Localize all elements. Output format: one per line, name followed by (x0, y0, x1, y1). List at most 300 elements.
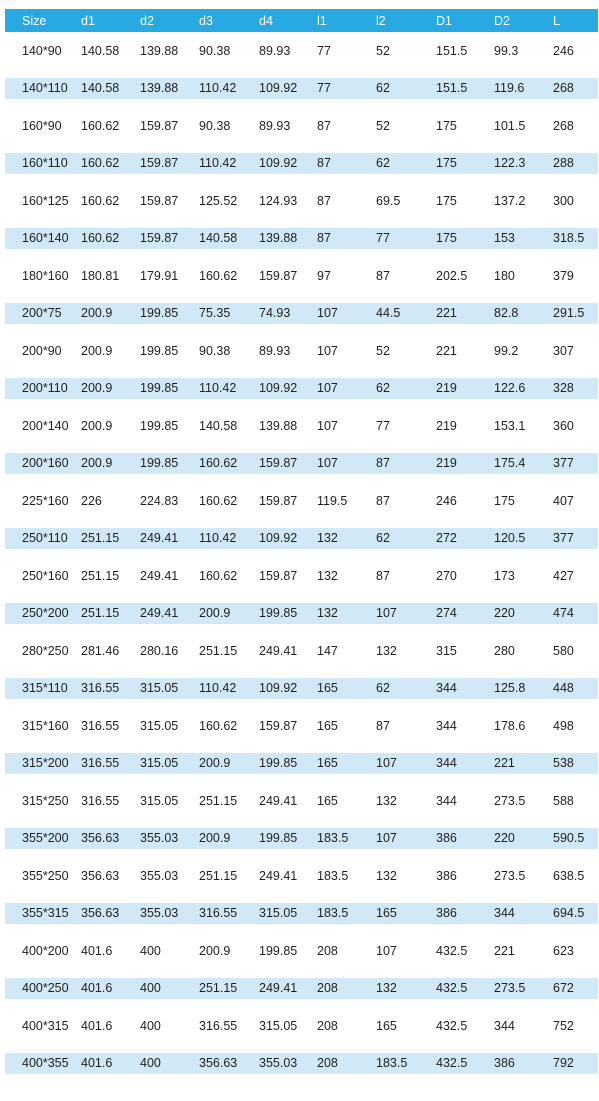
header-row (5, 9, 598, 32)
table-cell: 221 (436, 306, 457, 321)
table-cell: 140.58 (81, 81, 120, 96)
table-cell: 273.5 (494, 793, 526, 808)
table-cell: 160.62 (199, 493, 238, 508)
table-cell: 400*315 (22, 1018, 69, 1033)
table-cell: 159.87 (140, 231, 179, 246)
table-cell: 110.42 (199, 531, 237, 546)
table-cell: 199.85 (259, 943, 298, 958)
table-cell: 140.58 (199, 418, 238, 433)
table-cell: 183.5 (376, 1056, 408, 1071)
table-cell: 344 (436, 793, 457, 808)
table-cell: 280 (494, 643, 515, 658)
table-cell: 110.42 (199, 81, 237, 96)
table-cell: 432.5 (436, 1018, 468, 1033)
table-cell: 315*250 (22, 793, 69, 808)
table-cell: 792 (553, 1056, 574, 1071)
table-cell: 132 (317, 568, 338, 583)
table-cell: 159.87 (140, 118, 179, 133)
table-cell: 178.6 (494, 718, 526, 733)
table-cell: 315 (436, 643, 457, 658)
table-cell: 694.5 (553, 906, 585, 921)
table-cell: 183.5 (317, 868, 349, 883)
table-row (5, 932, 598, 970)
table-cell: 221 (436, 343, 457, 358)
table-cell: 200.9 (199, 756, 231, 771)
table-cell: 588 (553, 793, 574, 808)
table-cell: 125.8 (494, 681, 526, 696)
table-row (5, 820, 598, 858)
table-cell: 183.5 (317, 906, 349, 921)
table-cell: 77 (376, 418, 390, 433)
table-cell: 132 (317, 606, 338, 621)
table-cell: 224.83 (140, 493, 179, 508)
table-cell: 120.5 (494, 531, 526, 546)
table-cell: 220 (494, 606, 515, 621)
table-cell: 52 (376, 118, 390, 133)
table-cell: 249.41 (259, 793, 298, 808)
table-cell: 328 (553, 381, 574, 396)
table-cell: 180.81 (81, 268, 120, 283)
table-cell: 401.6 (81, 943, 113, 958)
table-cell: 99.3 (494, 43, 519, 58)
table-row (5, 707, 598, 745)
table-cell: 221 (494, 943, 515, 958)
table-cell: 270 (436, 568, 457, 583)
table-cell: 291.5 (553, 306, 585, 321)
table-cell: 132 (376, 643, 397, 658)
table-cell: 200*140 (22, 418, 69, 433)
table-cell: 288 (553, 156, 574, 171)
table-cell: 175 (436, 156, 457, 171)
table-cell: 300 (553, 193, 574, 208)
table-cell: 199.85 (259, 756, 298, 771)
table-cell: 90.38 (199, 343, 231, 358)
column-header-d1: d1 (81, 13, 95, 28)
table-cell: 109.92 (259, 531, 298, 546)
dimension-table-container (5, 9, 598, 1082)
table-cell: 250*110 (22, 531, 68, 546)
table-cell: 151.5 (436, 43, 468, 58)
table-cell: 160*90 (22, 118, 62, 133)
table-cell: 226 (81, 493, 102, 508)
table-cell: 160.62 (81, 231, 120, 246)
table-cell: 62 (376, 381, 390, 396)
table-cell: 200.9 (199, 606, 231, 621)
table-cell: 132 (317, 531, 338, 546)
table-cell: 137.2 (494, 193, 526, 208)
table-cell: 62 (376, 681, 390, 696)
table-cell: 356.63 (81, 831, 120, 846)
table-cell: 77 (317, 81, 331, 96)
table-cell: 273.5 (494, 981, 526, 996)
table-cell: 99.2 (494, 343, 519, 358)
table-row (5, 1045, 598, 1083)
table-header (5, 9, 598, 32)
table-cell: 316.55 (81, 793, 120, 808)
table-cell: 74.93 (259, 306, 291, 321)
table-cell: 109.92 (259, 156, 298, 171)
table-cell: 400*355 (22, 1056, 69, 1071)
table-cell: 160.62 (199, 456, 238, 471)
table-cell: 199.85 (140, 306, 179, 321)
table-cell: 160.62 (81, 156, 120, 171)
table-cell: 125.52 (199, 193, 238, 208)
table-cell: 379 (553, 268, 574, 283)
table-cell: 109.92 (259, 381, 298, 396)
table-cell: 62 (376, 156, 390, 171)
table-cell: 538 (553, 756, 574, 771)
column-header-size: Size (22, 13, 47, 28)
table-row (5, 857, 598, 895)
table-cell: 153.1 (494, 418, 526, 433)
table-cell: 140*110 (22, 81, 68, 96)
table-cell: 249.41 (140, 606, 179, 621)
table-cell: 250*200 (22, 606, 69, 621)
table-cell: 250*160 (22, 568, 69, 583)
table-cell: 249.41 (140, 531, 179, 546)
table-cell: 498 (553, 718, 574, 733)
table-cell: 179.91 (140, 268, 179, 283)
table-cell: 400 (140, 1018, 161, 1033)
table-row (5, 520, 598, 558)
table-cell: 160*140 (22, 231, 69, 246)
table-cell: 315*200 (22, 756, 69, 771)
table-cell: 249.41 (259, 868, 298, 883)
table-cell: 386 (436, 831, 457, 846)
table-cell: 165 (376, 906, 397, 921)
table-cell: 175 (436, 193, 457, 208)
table-cell: 316.55 (199, 1018, 238, 1033)
table-cell: 107 (317, 381, 338, 396)
column-header-l: L (553, 13, 560, 28)
table-cell: 87 (376, 493, 390, 508)
table-cell: 274 (436, 606, 457, 621)
table-row (5, 445, 598, 483)
table-cell: 52 (376, 343, 390, 358)
table-cell: 139.88 (259, 418, 298, 433)
table-cell: 315.05 (259, 1018, 298, 1033)
table-cell: 225*160 (22, 493, 69, 508)
table-cell: 87 (376, 456, 390, 471)
table-row (5, 70, 598, 108)
table-cell: 251.15 (199, 643, 238, 658)
table-cell: 159.87 (259, 493, 298, 508)
table-cell: 175 (494, 493, 515, 508)
table-cell: 249.41 (259, 981, 298, 996)
table-cell: 160.62 (199, 568, 238, 583)
table-cell: 107 (376, 756, 397, 771)
table-cell: 432.5 (436, 1056, 468, 1071)
table-cell: 119.6 (494, 81, 525, 96)
table-cell: 175.4 (494, 456, 526, 471)
table-cell: 87 (376, 268, 390, 283)
table-cell: 175 (436, 118, 457, 133)
table-row (5, 332, 598, 370)
table-cell: 315.05 (140, 756, 179, 771)
table-cell: 318.5 (553, 231, 585, 246)
table-cell: 427 (553, 568, 574, 583)
table-cell: 355.03 (140, 831, 179, 846)
column-header-l2: l2 (376, 13, 386, 28)
table-row (5, 145, 598, 183)
table-cell: 407 (553, 493, 574, 508)
table-cell: 590.5 (553, 831, 585, 846)
table-cell: 200.9 (81, 456, 113, 471)
table-cell: 200*90 (22, 343, 62, 358)
column-header-d2: d2 (140, 13, 154, 28)
table-cell: 200.9 (199, 831, 231, 846)
table-cell: 251.15 (81, 568, 120, 583)
table-cell: 200*75 (22, 306, 62, 321)
table-cell: 315*110 (22, 681, 68, 696)
table-cell: 153 (494, 231, 515, 246)
table-cell: 199.85 (259, 831, 298, 846)
table-cell: 356.63 (199, 1056, 238, 1071)
table-cell: 160*125 (22, 193, 69, 208)
table-cell: 246 (436, 493, 457, 508)
table-cell: 344 (494, 1018, 515, 1033)
table-cell: 107 (317, 343, 338, 358)
table-cell: 173 (494, 568, 515, 583)
table-cell: 160.62 (199, 268, 238, 283)
table-cell: 109.92 (259, 681, 298, 696)
table-cell: 107 (376, 943, 397, 958)
table-cell: 400 (140, 1056, 161, 1071)
table-cell: 377 (553, 456, 574, 471)
table-cell: 160.62 (81, 193, 120, 208)
table-cell: 200*160 (22, 456, 69, 471)
table-cell: 386 (436, 906, 457, 921)
table-cell: 183.5 (317, 831, 349, 846)
table-cell: 316.55 (199, 906, 238, 921)
table-cell: 77 (317, 43, 331, 58)
table-cell: 307 (553, 343, 574, 358)
table-cell: 140.58 (81, 43, 120, 58)
table-cell: 344 (436, 718, 457, 733)
table-cell: 273.5 (494, 868, 526, 883)
table-cell: 219 (436, 418, 457, 433)
table-row (5, 632, 598, 670)
table-cell: 208 (317, 981, 338, 996)
table-cell: 147 (317, 643, 338, 658)
table-cell: 400*200 (22, 943, 69, 958)
table-cell: 180*160 (22, 268, 69, 283)
table-cell: 165 (317, 756, 338, 771)
dimension-table (5, 9, 598, 1082)
table-cell: 110.42 (199, 156, 237, 171)
table-cell: 87 (317, 231, 331, 246)
table-cell: 175 (436, 231, 457, 246)
table-cell: 89.93 (259, 43, 291, 58)
table-cell: 124.93 (259, 193, 298, 208)
table-cell: 139.88 (140, 43, 179, 58)
table-cell: 107 (317, 306, 338, 321)
table-row (5, 595, 598, 633)
table-cell: 139.88 (140, 81, 179, 96)
table-cell: 315.05 (140, 793, 179, 808)
table-cell: 315.05 (140, 718, 179, 733)
table-cell: 219 (436, 456, 457, 471)
table-cell: 220 (494, 831, 515, 846)
table-cell: 62 (376, 81, 390, 96)
table-cell: 87 (317, 156, 331, 171)
table-cell: 165 (376, 1018, 397, 1033)
table-cell: 132 (376, 868, 397, 883)
table-cell: 97 (317, 268, 331, 283)
table-cell: 251.15 (199, 793, 238, 808)
table-cell: 160.62 (81, 118, 120, 133)
table-cell: 344 (436, 756, 457, 771)
table-cell: 159.87 (259, 268, 298, 283)
table-cell: 199.85 (140, 343, 179, 358)
table-cell: 87 (376, 718, 390, 733)
table-row (5, 407, 598, 445)
table-cell: 400*250 (22, 981, 69, 996)
column-header-d2: D2 (494, 13, 510, 28)
table-cell: 623 (553, 943, 574, 958)
table-cell: 400 (140, 943, 161, 958)
table-cell: 401.6 (81, 1018, 113, 1033)
table-cell: 752 (553, 1018, 574, 1033)
table-cell: 140.58 (199, 231, 238, 246)
table-cell: 360 (553, 418, 574, 433)
table-row (5, 557, 598, 595)
table-cell: 69.5 (376, 193, 401, 208)
table-cell: 200.9 (81, 343, 113, 358)
table-cell: 122.3 (494, 156, 526, 171)
table-cell: 246 (553, 43, 574, 58)
table-cell: 268 (553, 81, 574, 96)
table-row (5, 745, 598, 783)
table-cell: 355.03 (259, 1056, 298, 1071)
table-cell: 107 (317, 456, 338, 471)
table-cell: 316.55 (81, 756, 120, 771)
table-row (5, 107, 598, 145)
table-cell: 377 (553, 531, 574, 546)
table-cell: 448 (553, 681, 574, 696)
table-cell: 139.88 (259, 231, 298, 246)
table-cell: 474 (553, 606, 574, 621)
table-cell: 268 (553, 118, 574, 133)
table-cell: 132 (376, 981, 397, 996)
table-cell: 355*200 (22, 831, 69, 846)
table-row (5, 32, 598, 70)
table-cell: 87 (376, 568, 390, 583)
table-row (5, 782, 598, 820)
table-cell: 109.92 (259, 81, 298, 96)
table-cell: 151.5 (436, 81, 468, 96)
table-cell: 44.5 (376, 306, 401, 321)
table-cell: 344 (436, 681, 457, 696)
table-row (5, 370, 598, 408)
table-cell: 386 (436, 868, 457, 883)
table-cell: 249.41 (259, 643, 298, 658)
table-row (5, 220, 598, 258)
table-cell: 200.9 (81, 418, 113, 433)
table-cell: 90.38 (199, 43, 231, 58)
table-cell: 355.03 (140, 868, 179, 883)
table-cell: 122.6 (494, 381, 526, 396)
table-cell: 159.87 (140, 193, 179, 208)
table-cell: 219 (436, 381, 457, 396)
table-row (5, 257, 598, 295)
table-cell: 159.87 (259, 456, 298, 471)
table-cell: 199.85 (259, 606, 298, 621)
table-cell: 159.87 (259, 568, 298, 583)
table-cell: 165 (317, 793, 338, 808)
table-cell: 119.5 (317, 493, 348, 508)
table-cell: 208 (317, 1056, 338, 1071)
table-cell: 180 (494, 268, 515, 283)
column-header-d3: d3 (199, 13, 213, 28)
table-row (5, 482, 598, 520)
table-cell: 110.42 (199, 681, 237, 696)
table-cell: 165 (317, 681, 338, 696)
table-cell: 355*250 (22, 868, 69, 883)
table-cell: 280*250 (22, 643, 69, 658)
table-cell: 200.9 (199, 943, 231, 958)
table-cell: 344 (494, 906, 515, 921)
table-cell: 159.87 (140, 156, 179, 171)
table-cell: 200*110 (22, 381, 68, 396)
table-row (5, 1007, 598, 1045)
table-cell: 160*110 (22, 156, 68, 171)
table-cell: 110.42 (199, 381, 237, 396)
table-cell: 672 (553, 981, 574, 996)
table-cell: 272 (436, 531, 457, 546)
table-cell: 208 (317, 943, 338, 958)
table-cell: 165 (317, 718, 338, 733)
table-cell: 89.93 (259, 343, 291, 358)
table-cell: 89.93 (259, 118, 291, 133)
table-cell: 281.46 (81, 643, 120, 658)
table-cell: 251.15 (199, 981, 238, 996)
table-cell: 315.05 (140, 681, 179, 696)
table-cell: 356.63 (81, 906, 120, 921)
table-cell: 280.16 (140, 643, 179, 658)
table-cell: 159.87 (259, 718, 298, 733)
table-cell: 90.38 (199, 118, 231, 133)
table-row (5, 895, 598, 933)
table-cell: 75.35 (199, 306, 231, 321)
table-cell: 101.5 (494, 118, 526, 133)
table-cell: 355.03 (140, 906, 179, 921)
table-cell: 87 (317, 193, 331, 208)
table-cell: 107 (317, 418, 338, 433)
table-cell: 52 (376, 43, 390, 58)
table-cell: 355*315 (22, 906, 69, 921)
table-cell: 580 (553, 643, 574, 658)
table-cell: 638.5 (553, 868, 585, 883)
table-cell: 107 (376, 606, 397, 621)
table-cell: 251.15 (199, 868, 238, 883)
table-cell: 356.63 (81, 868, 120, 883)
table-cell: 200.9 (81, 306, 113, 321)
table-cell: 160.62 (199, 718, 238, 733)
table-cell: 132 (376, 793, 397, 808)
table-cell: 315.05 (259, 906, 298, 921)
table-cell: 386 (494, 1056, 515, 1071)
table-cell: 432.5 (436, 943, 468, 958)
table-cell: 107 (376, 831, 397, 846)
table-cell: 400 (140, 981, 161, 996)
table-cell: 62 (376, 531, 390, 546)
table-cell: 221 (494, 756, 515, 771)
table-cell: 87 (317, 118, 331, 133)
table-cell: 202.5 (436, 268, 468, 283)
table-cell: 199.85 (140, 418, 179, 433)
table-cell: 432.5 (436, 981, 468, 996)
